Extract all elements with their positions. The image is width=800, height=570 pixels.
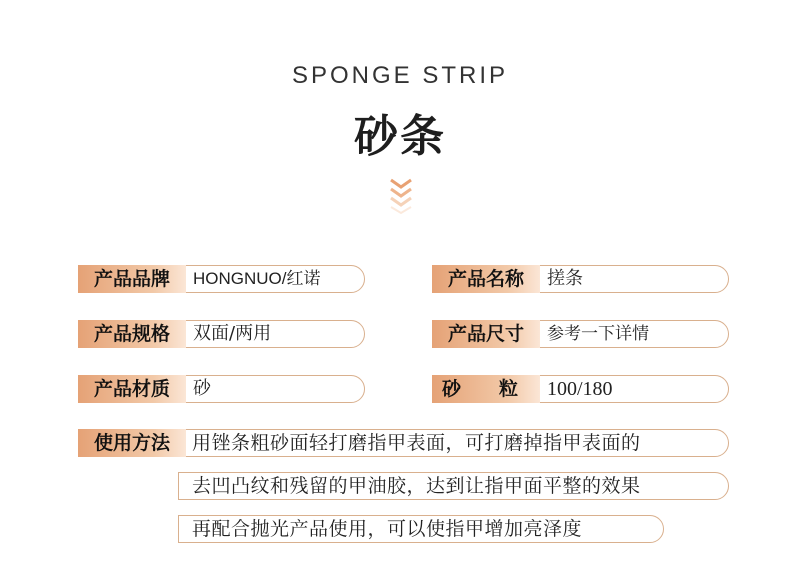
double-chevron-down-icon (388, 176, 414, 216)
spec-size-label: 产品尺寸 (432, 320, 540, 348)
usage-label: 使用方法 (78, 429, 186, 457)
spec-grain-label (432, 375, 540, 403)
spec-spec-value: 双面/两用 (193, 323, 272, 344)
spec-material-label: 产品材质 (78, 375, 186, 403)
spec-grain-value: 100/180 (547, 378, 613, 400)
spec-brand-value: HONGNUO/红诺 (193, 269, 321, 288)
spec-grain-label-right: 粒 (498, 378, 518, 400)
spec-name-label: 产品名称 (432, 265, 540, 293)
spec-brand-label: 产品品牌 (78, 265, 186, 293)
spec-material-value: 砂 (193, 378, 211, 399)
subtitle: SPONGE STRIP (291, 62, 509, 89)
usage-line-3: 再配合抛光产品使用，可以使指甲增加亮泽度 (192, 518, 583, 540)
spec-name-value: 搓条 (547, 268, 583, 289)
spec-spec-label: 产品规格 (78, 320, 186, 348)
usage-line-1: 用锉条粗砂面轻打磨指甲表面，可打磨掉指甲表面的 (192, 432, 641, 454)
spec-size-value: 参考一下详情 (547, 324, 649, 344)
spec-grain-label-left: 砂 (442, 378, 462, 400)
usage-line-2: 去凹凸纹和残留的甲油胶，达到让指甲面平整的效果 (192, 475, 641, 497)
page-title: 砂条 (354, 111, 446, 162)
